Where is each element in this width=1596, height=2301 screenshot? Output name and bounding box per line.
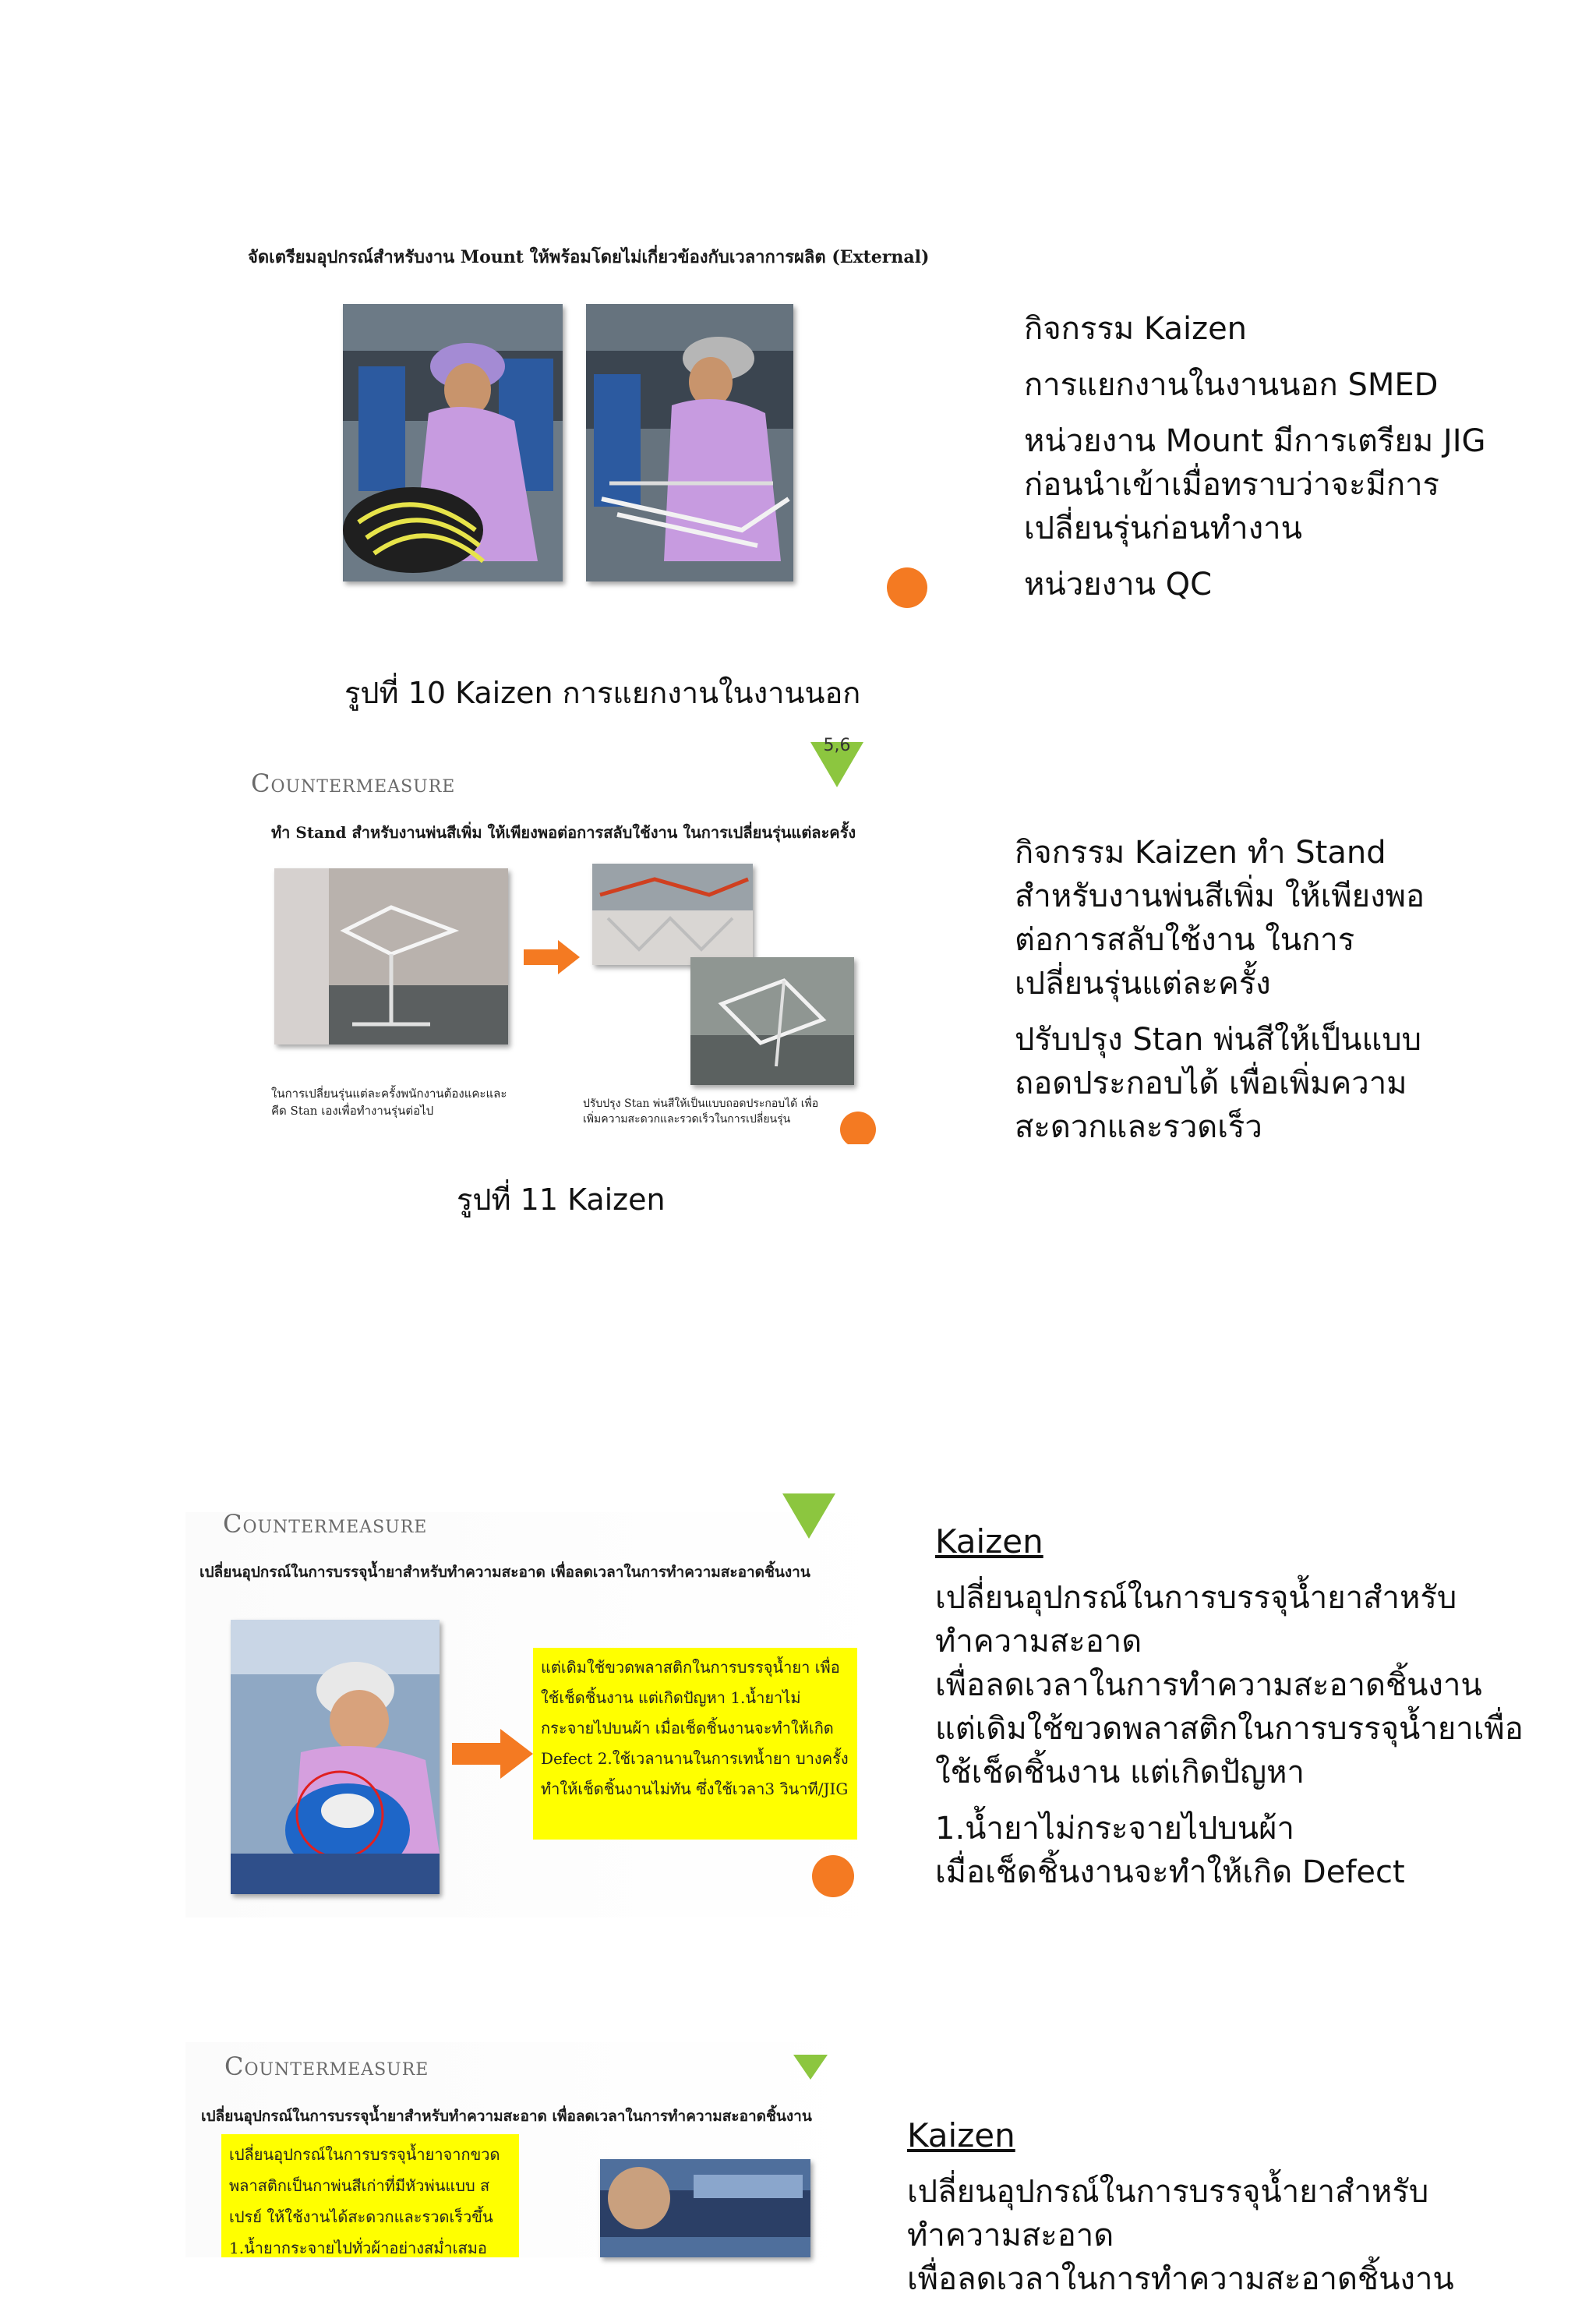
kaizen-label: Kaizen	[907, 2116, 1015, 2154]
text-line: ปรับปรุง Stan พ่นสีให้เป็นแบบถอดประกอบได้ เพื่อเพิ่มความสะดวกและรวดเร็ว	[1015, 1022, 1422, 1145]
text-line: เปลี่ยนอุปกรณ์ในการบรรจุน้ำยาสำหรับทำความสะอาด	[907, 2174, 1429, 2253]
slide-heading: เปลี่ยนอุปกรณ์ในการบรรจุน้ำยาสำหรับทำความสะอาด เพื่อลดเวลาในการทำความสะอาดชิ้นงาน	[200, 1564, 810, 1581]
worker-photo-mount-1	[343, 304, 563, 581]
orange-dot-marker	[812, 1855, 854, 1897]
block4-description	[907, 2114, 1531, 2297]
triangle-label: 5,6	[823, 736, 851, 755]
block1-description	[1024, 307, 1523, 619]
solution-description-box: เปลี่ยนอุปกรณ์ในการบรรจุน้ำยาจากขวด พลาสติกเป็นกาพ่นสีเก่าที่มีหัวพ่นแบบ สเปรย์ ให้ใช้งานได้สะดวกและรวดเร็วขึ้น 1.น้ำยากระจายไปทั่วผ้าอย่างสม่ำเสมอ	[221, 2134, 519, 2257]
block3-description	[935, 1520, 1535, 1890]
orange-dot-marker	[840, 1112, 876, 1147]
countermeasure-title: Countermeasure	[224, 2052, 429, 2081]
slide-heading: เปลี่ยนอุปกรณ์ในการบรรจุน้ำยาสำหรับทำความสะอาด เพื่อลดเวลาในการทำความสะอาดชิ้นงาน	[201, 2108, 812, 2125]
text-line: เพื่อลดเวลาในการทำความสะอาดชิ้นงาน	[907, 2261, 1454, 2297]
kaizen-label: Kaizen	[935, 1522, 1043, 1561]
green-triangle-marker	[793, 2055, 828, 2080]
spray-bottle-photo	[600, 2159, 810, 2257]
text-line: เพื่อลดเวลาในการทำความสะอาดชิ้นงาน	[935, 1667, 1482, 1703]
figure-caption: รูปที่ 10 Kaizen การแยกงานในงานนอก	[344, 676, 861, 710]
text-line: กิจกรรม Kaizen ทำ Stand สำหรับงานพ่นสีเพิ่ม ให้เพียงพอต่อการสลับใช้งาน ในการเปลี่ยนรุ่นแต่ละครั้ง	[1015, 835, 1425, 1002]
paint-stand-photo-after-2	[690, 957, 854, 1085]
countermeasure-title: Countermeasure	[251, 769, 456, 798]
countermeasure-title: Countermeasure	[223, 1509, 428, 1539]
note-after: ปรับปรุง Stan พ่นสีให้เป็นแบบถอดประกอบได้ เพื่อเพิ่มความสะดวกและรวดเร็วในการเปลี่ยนรุ่น	[583, 1097, 819, 1126]
note-before: ในการเปลี่ยนรุ่นแต่ละครั้งพนักงานต้องแคะและคีด Stan เองเพื่อทำงานรุ่นต่อไป	[271, 1087, 507, 1118]
text-line: เปลี่ยนอุปกรณ์ในการบรรจุน้ำยาสำหรับทำความสะอาด	[935, 1580, 1457, 1659]
problem-description-box: แต่เดิมใช้ขวดพลาสติกในการบรรจุน้ำยา เพื่อใช้เช็ดชิ้นงาน แต่เกิดปัญหา 1.น้ำยาไม่กระจายไปบนผ้า เมื่อเช็ดชิ้นงานจะทำให้เกิด Defect 2.ใช้เวลานานในการเทน้ำยา บางครั้งทำให้เช็ดชิ้นงานไม่ทัน ซึ่งใช้เวลา3 วินาที/JIG	[533, 1648, 857, 1840]
worker-photo-cleaning	[231, 1620, 440, 1894]
paint-stand-photo-after-1	[592, 864, 753, 965]
text-line: หน่วยงาน Mount มีการเตรียม JIG ก่อนนำเข้าเมื่อทราบว่าจะมีการเปลี่ยนรุ่นก่อนทำงาน	[1024, 423, 1486, 546]
text-line: หน่วยงาน QC	[1024, 567, 1213, 603]
paint-stand-photo-before	[274, 868, 508, 1044]
worker-photo-mount-2	[586, 304, 793, 581]
text-line: เมื่อเช็ดชิ้นงานจะทำให้เกิด Defect	[935, 1854, 1405, 1890]
orange-dot-marker	[887, 567, 927, 608]
arrow-right-icon	[524, 940, 580, 974]
green-triangle-marker	[782, 1493, 835, 1539]
slide-heading: จัดเตรียมอุปกรณ์สำหรับงาน Mount ให้พร้อมโดยไม่เกี่ยวข้องกับเวลาการผลิต (External)	[248, 247, 930, 267]
block2-description	[1015, 831, 1435, 1145]
text-line: แต่เดิมใช้ขวดพลาสติกในการบรรจุน้ำยาเพื่อใช้เช็ดชิ้นงาน แต่เกิดปัญหา	[935, 1711, 1524, 1790]
figure-caption: รูปที่ 11 Kaizen	[457, 1182, 666, 1217]
text-line: กิจกรรม Kaizen	[1024, 311, 1248, 347]
text-line: 1.น้ำยาไม่กระจายไปบนผ้า	[935, 1811, 1295, 1847]
arrow-right-icon	[452, 1729, 533, 1779]
text-line: การแยกงานในงานนอก SMED	[1024, 367, 1439, 403]
slide-heading: ทำ Stand สำหรับงานพ่นสีเพิ่ม ให้เพียงพอต่อการสลับใช้งาน ในการเปลี่ยนรุ่นแต่ละครั้ง	[271, 823, 856, 842]
